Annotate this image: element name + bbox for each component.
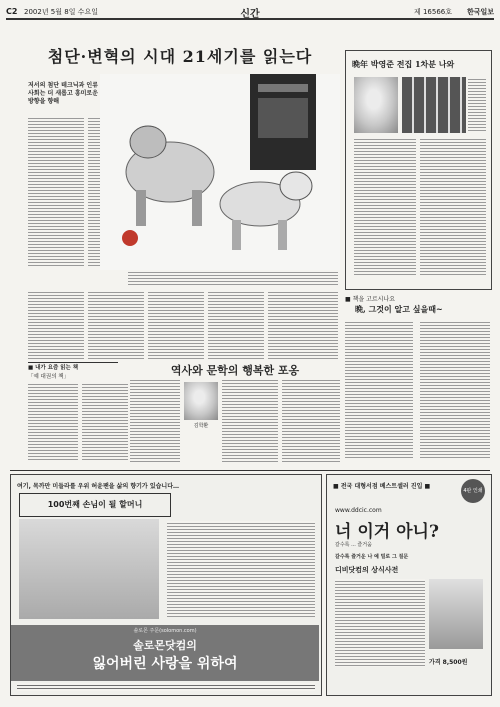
lead-box	[28, 82, 103, 112]
robot-photo	[100, 74, 340, 270]
left-small-sub: 「예 대권의 책」	[28, 374, 70, 380]
side-box	[345, 50, 492, 290]
mid-text-b	[222, 378, 278, 462]
article-text-col-6	[208, 290, 264, 360]
ad-right-title: 너 이거 아니?	[335, 522, 439, 542]
lead-line-2: 사회는 더 새롭고 흥미로운	[28, 90, 99, 97]
lead-line-3: 방향을 향해	[28, 98, 60, 105]
article-text-col-7	[268, 290, 338, 360]
side-text-a	[468, 77, 486, 133]
mid-text-a	[130, 378, 180, 462]
article-text-col-4	[88, 290, 144, 360]
page-number: C2	[6, 7, 18, 16]
section-title: 신간	[240, 9, 260, 20]
issue-date: 2002년 5월 8일 수요일	[24, 8, 98, 16]
side-text-d	[345, 320, 413, 460]
main-headline: 첨단·변혁의 시대 21세기를 읽는다	[47, 47, 313, 66]
ad-right-sub: 갈수록 ... 즐거움	[335, 542, 372, 548]
ad-left	[10, 474, 322, 696]
ad-left-small: 솔로몬 주문(solomon.com)	[133, 628, 197, 634]
ad-right-text	[335, 579, 425, 667]
author-portrait	[354, 77, 398, 133]
page-header	[6, 4, 494, 20]
ad-left-photo	[19, 519, 159, 619]
left-small-header: ■ 내가 요즘 읽는 책	[28, 362, 118, 371]
ad-right-mid-label: 디비닷컴의 상식사전	[335, 566, 399, 574]
ad-divider	[10, 470, 490, 471]
ad-left-banner-bottom	[11, 625, 319, 681]
ad-right-url: www.ddcic.com	[335, 507, 382, 514]
ad-right-book	[429, 579, 483, 649]
paper-name: 한국일보	[466, 8, 494, 16]
lead-line-1: 저서의 첨단 테크닉과 인류	[28, 82, 99, 89]
left-text-b	[82, 382, 128, 462]
ad-left-title-1: 솔로몬닷컴의	[133, 639, 197, 652]
ad-right-footer: 가격 8,500원	[429, 659, 468, 666]
side-text-b	[354, 137, 416, 277]
ad-left-banner: 100번째 손님이 될 할머니	[19, 493, 171, 517]
book-set-photo	[402, 77, 466, 133]
ad-left-text	[167, 521, 315, 617]
ad-left-footer	[17, 683, 315, 691]
side-box-title: 晩年 박영준 전집 1차분 나와	[352, 59, 455, 69]
photo-caption	[128, 270, 338, 286]
edition: 제 16566호	[413, 8, 452, 16]
side-small-title: ■ 책을 고르시나요	[345, 296, 396, 303]
side-text-e	[420, 320, 490, 460]
article-text-col-1	[28, 116, 84, 266]
left-text-a	[28, 382, 78, 462]
person-photo	[184, 382, 218, 420]
side-headline: 晩, 그것이 알고 싶을때~	[355, 304, 443, 314]
article-text-col-5	[148, 290, 204, 360]
ad-right-top: ■ 전국 대형서점 베스트셀러 진입 ■	[333, 483, 431, 490]
ad-right-title-2: 갈수록 즐거운 나 예 밀로 그 질문	[335, 554, 409, 560]
mid-headline: 역사와 문학의 행복한 포옹	[170, 364, 300, 377]
ad-right-badge: 4판 인쇄	[461, 479, 485, 503]
article-text-col-3	[28, 290, 84, 360]
mid-text-c	[282, 378, 340, 462]
ad-left-title-2: 잃어버린 사랑을 위하여	[92, 656, 238, 672]
ad-left-top: 여기, 목까만 미들라를 우위 허윤팬을 삶의 향기가 있습니다…	[17, 483, 180, 490]
ad-right	[326, 474, 492, 696]
person-name: 김학환	[193, 423, 209, 429]
side-text-c	[420, 137, 486, 277]
